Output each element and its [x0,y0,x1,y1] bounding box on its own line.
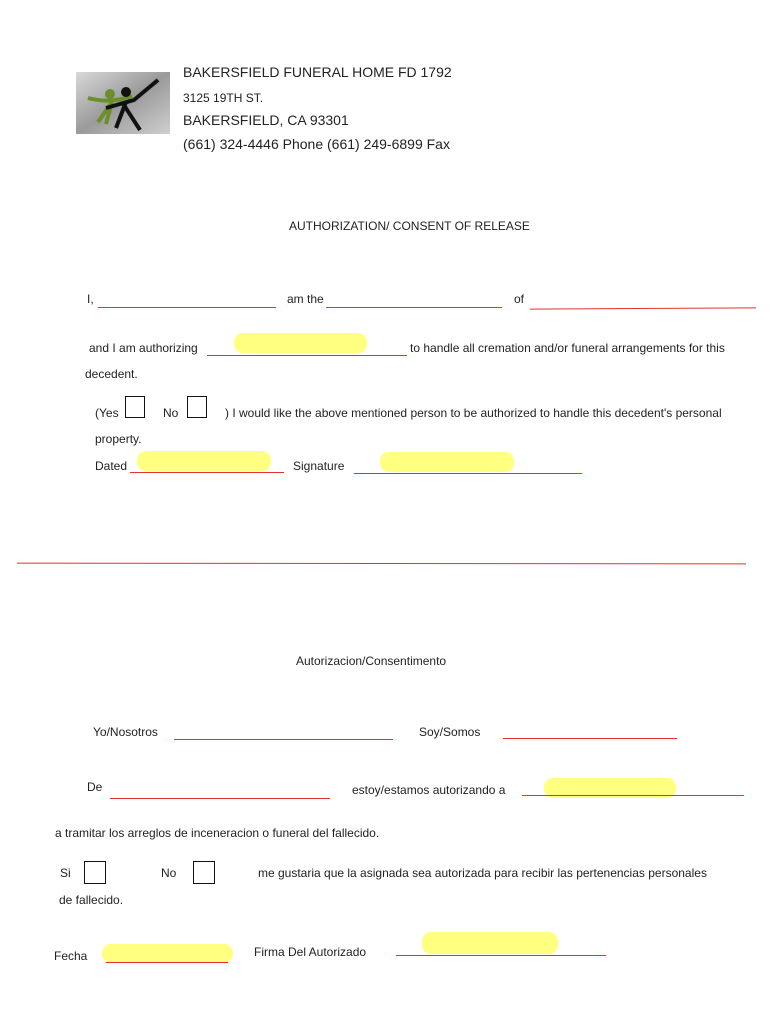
fecha-highlight[interactable] [102,944,233,963]
de-field[interactable] [110,798,330,800]
gustaria-text: me gustaria que la asignada sea autorizada para recibir las pertenencias personales [258,866,707,880]
property-cont: property. [95,432,142,446]
section-divider [17,563,746,565]
signature-label: Signature [293,459,345,473]
firma-field[interactable] [396,955,606,957]
property-text: ) I would like the above mentioned person to be authorized to handle this decedent's personal [225,406,722,420]
company-name: BAKERSFIELD FUNERAL HOME FD 1792 [183,64,452,80]
no-label: No [163,406,179,420]
relationship-field[interactable] [326,307,502,309]
soy-field[interactable] [503,738,677,740]
autorizado-field[interactable] [522,795,744,797]
authorized-person-field[interactable] [207,355,407,357]
handle-text: to handle all cremation and/or funeral arrangements for this [410,341,725,355]
soy-label: Soy/Somos [419,725,481,739]
yes-checkbox[interactable] [125,396,145,418]
firma-label: Firma Del Autorizado [254,945,367,959]
yes-label: (Yes [95,406,119,420]
firma-highlight[interactable] [422,932,558,954]
am-the-label: am the [287,292,324,306]
company-city: BAKERSFIELD, CA 93301 [183,112,349,128]
spanish-title: Autorizacion/Consentimento [296,654,447,668]
authorized-person-highlight[interactable] [234,333,367,353]
no-checkbox-es[interactable] [193,861,215,884]
of-label: of [514,292,525,306]
fecha-label: Fecha [54,949,88,963]
fecha-field[interactable] [106,962,228,964]
signature-highlight[interactable] [380,452,514,472]
autorizando-label: estoy/estamos autorizando a [352,783,506,797]
i-label: I, [87,292,94,306]
si-label: Si [60,866,71,880]
fallecido-text: de fallecido. [59,893,124,907]
de-label: De [87,780,103,794]
authorizing-label: and I am authorizing [89,341,198,355]
decedent-name-field[interactable] [530,307,756,310]
company-logo [76,72,170,134]
tramitar-text: a tramitar los arreglos de inceneracion o funeral del fallecido. [55,826,380,840]
company-street: 3125 19TH ST. [183,91,264,105]
company-phone: (661) 324-4446 Phone (661) 249-6899 Fax [183,136,450,152]
date-highlight[interactable] [137,451,271,471]
signature-field[interactable] [354,473,582,475]
si-checkbox[interactable] [84,861,106,884]
name-field[interactable] [98,307,276,309]
date-field[interactable] [130,472,284,474]
no-label-es: No [161,866,177,880]
yo-field[interactable] [174,739,393,741]
yo-label: Yo/Nosotros [93,725,158,739]
dated-label: Dated [95,459,128,473]
decedent-text: decedent. [85,367,138,381]
no-checkbox[interactable] [187,396,207,418]
english-title: AUTHORIZATION/ CONSENT OF RELEASE [289,219,530,233]
